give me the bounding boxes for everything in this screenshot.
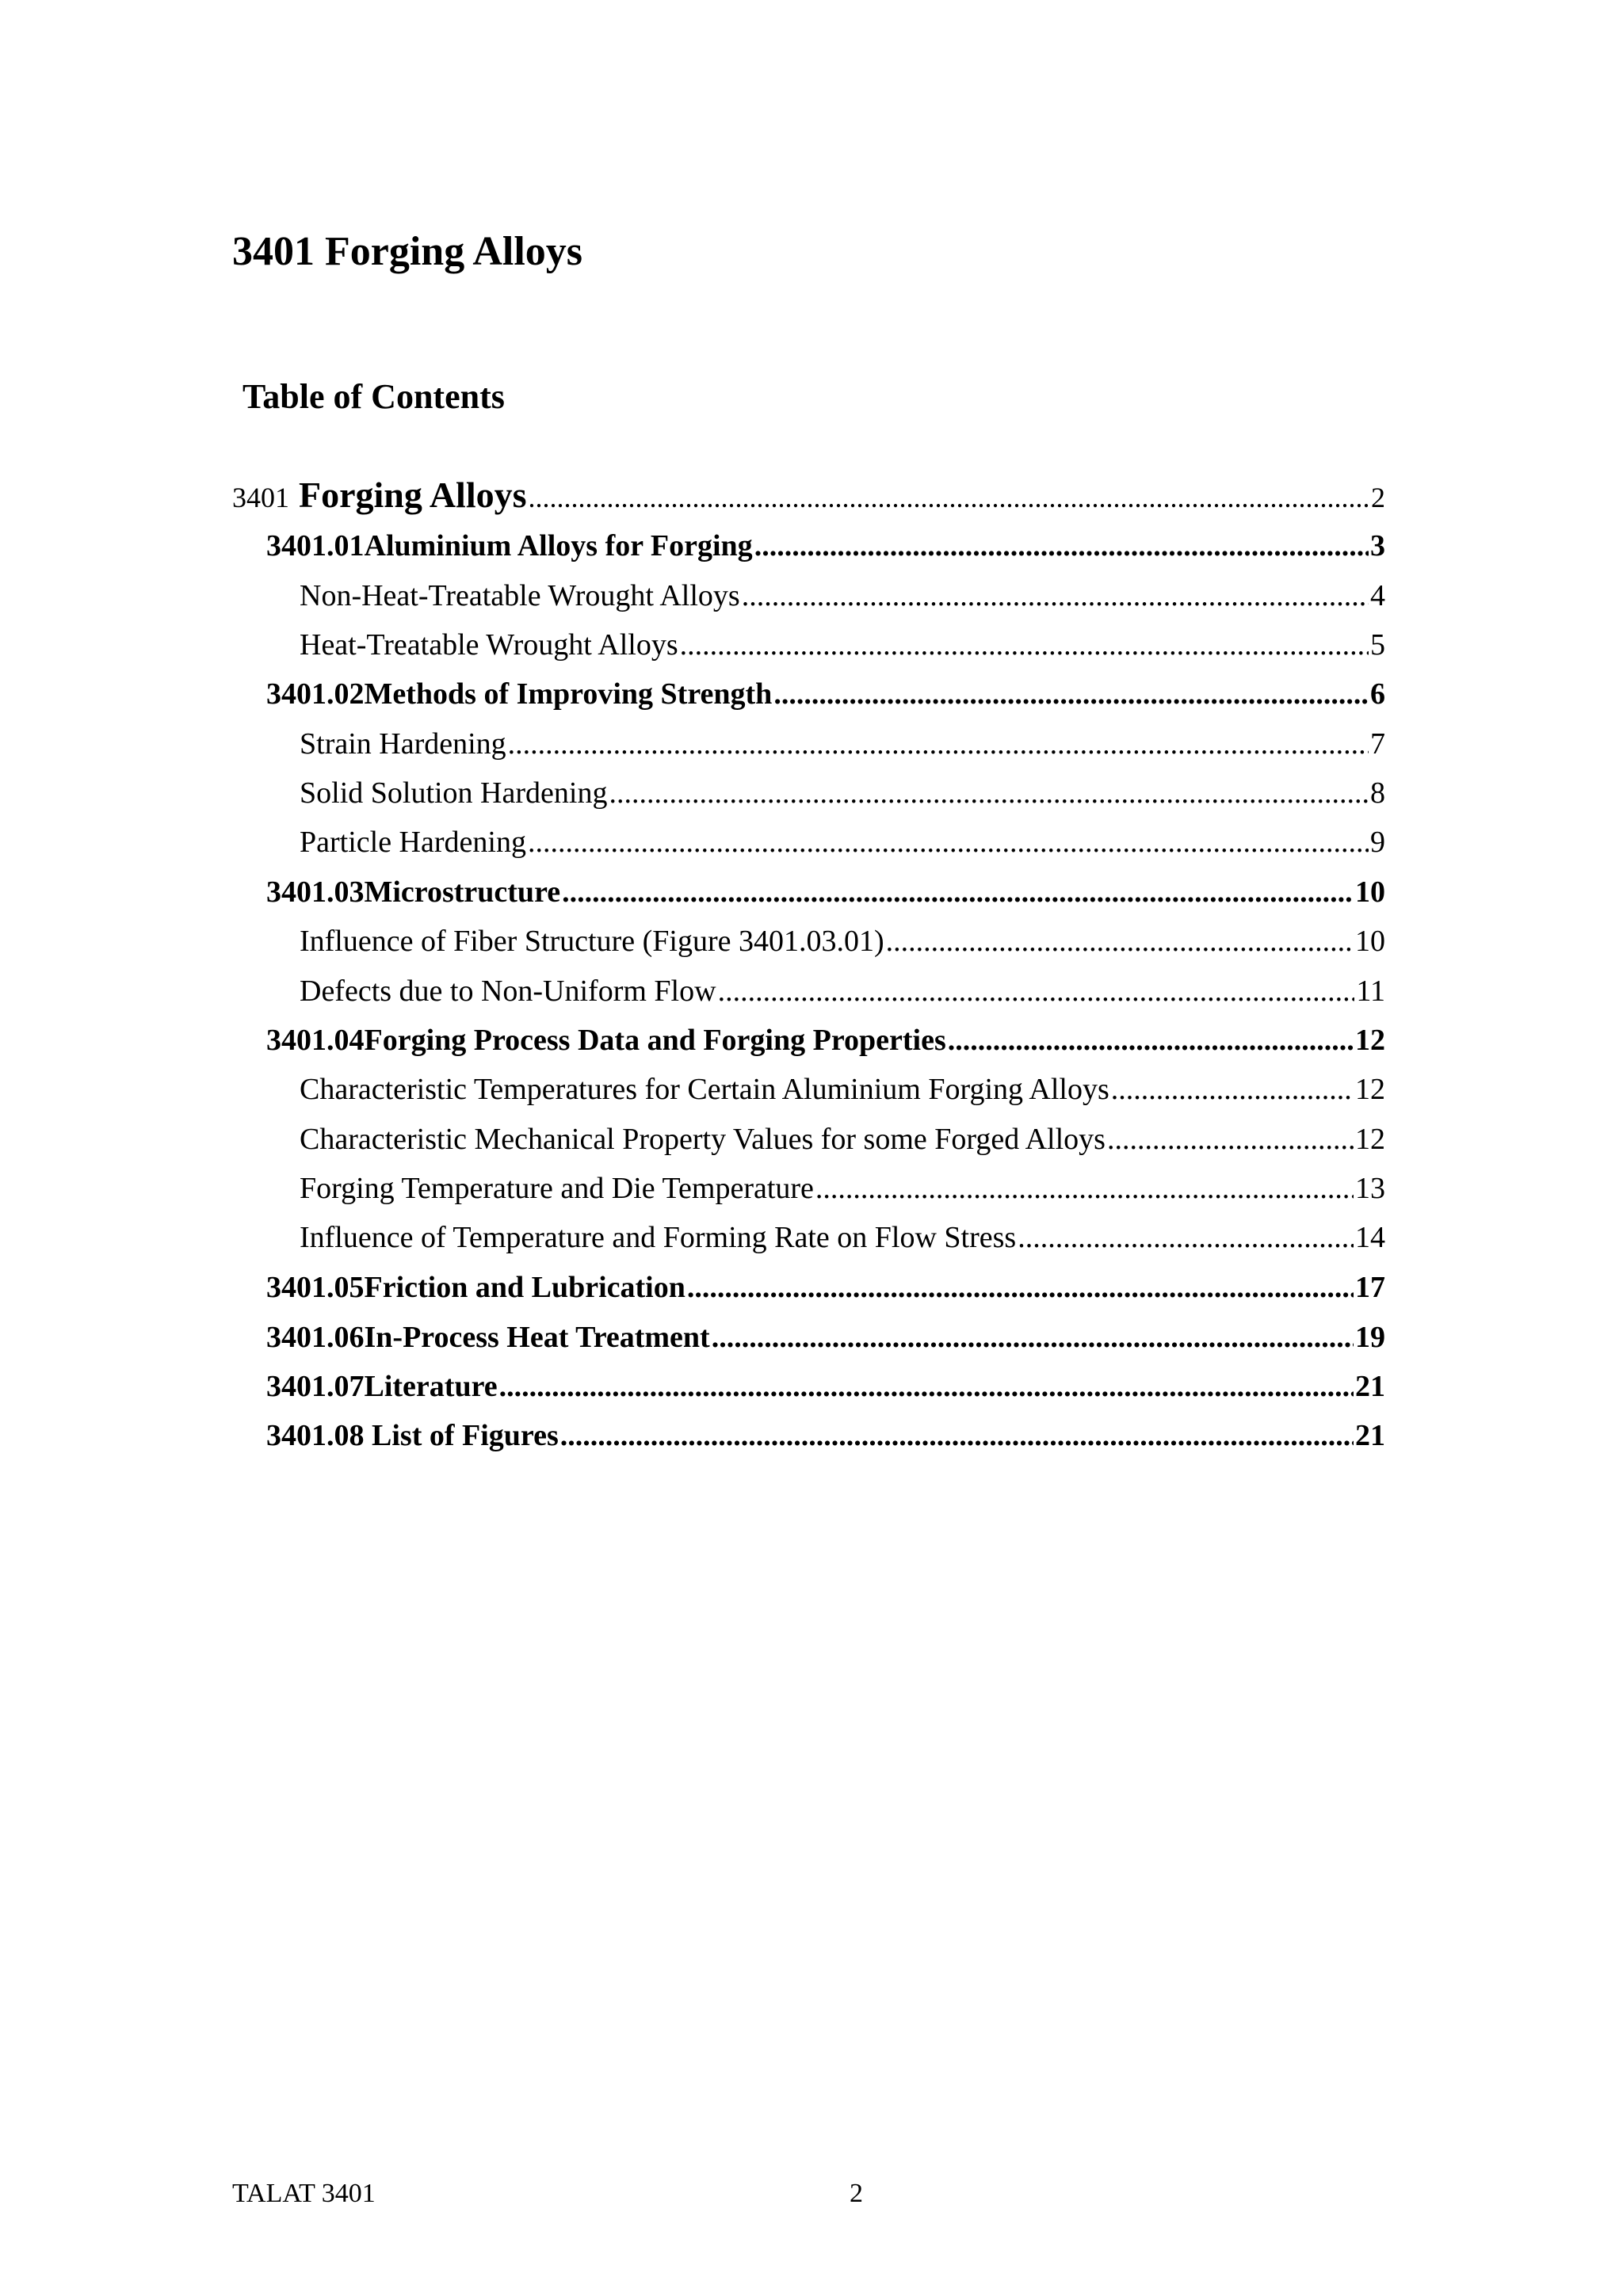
toc-entry-label: Defects due to Non-Uniform Flow xyxy=(300,974,716,1008)
toc-entry-page: 11 xyxy=(1356,974,1385,1008)
toc-entry[interactable] xyxy=(266,1320,1385,1355)
toc-leader-dots xyxy=(499,1369,1354,1404)
toc-entry[interactable] xyxy=(300,924,1385,959)
toc-heading: Table of Contents xyxy=(242,377,505,416)
footer-document-id: TALAT 3401 xyxy=(232,2179,376,2208)
toc-entry-label: In-Process Heat Treatment xyxy=(364,1321,710,1354)
toc-entry-label: Influence of Fiber Structure (Figure 3401.03.01) xyxy=(300,925,884,958)
toc-leader-dots xyxy=(886,924,1354,959)
toc-entry-number: 3401.05 xyxy=(266,1271,365,1304)
toc-entry[interactable] xyxy=(300,578,1385,613)
toc-entry-label: Solid Solution Hardening xyxy=(300,776,608,810)
toc-entry[interactable] xyxy=(300,1171,1385,1206)
toc-entry-page: 14 xyxy=(1355,1221,1385,1254)
toc-entry-label: Influence of Temperature and Forming Rate on Flow Stress xyxy=(300,1221,1017,1254)
toc-leader-dots xyxy=(773,677,1369,711)
toc-entry-number: 3401.06 xyxy=(266,1321,365,1354)
toc-entry[interactable] xyxy=(300,627,1385,662)
toc-entry-page: 12 xyxy=(1355,1024,1385,1057)
toc-entry-label: Strain Hardening xyxy=(300,727,506,761)
toc-entry-label: Literature xyxy=(364,1370,498,1403)
toc-entry-label: List of Figures xyxy=(372,1419,559,1452)
toc-entry-page: 5 xyxy=(1370,628,1385,662)
toc-entry-page: 21 xyxy=(1355,1370,1385,1403)
toc-entry-page: 13 xyxy=(1355,1172,1385,1205)
toc-leader-dots xyxy=(562,875,1354,910)
toc-leader-dots xyxy=(1111,1072,1354,1107)
toc-entry[interactable] xyxy=(266,1369,1385,1404)
toc-entry-label: Non-Heat-Treatable Wrought Alloys xyxy=(300,579,740,612)
toc-entry-label: Particle Hardening xyxy=(300,826,526,859)
toc-entry-page: 21 xyxy=(1355,1419,1385,1452)
toc-entry-label: Microstructure xyxy=(364,875,561,909)
toc-entry-label: Methods of Improving Strength xyxy=(364,677,773,711)
toc-entry[interactable] xyxy=(266,528,1385,563)
document-title: 3401 Forging Alloys xyxy=(232,229,583,274)
toc-entry[interactable] xyxy=(266,677,1385,711)
toc-entry-label: Characteristic Temperatures for Certain Aluminium Forging Alloys xyxy=(300,1073,1109,1106)
toc-entry-number: 3401.08 xyxy=(266,1419,365,1452)
toc-leader-dots xyxy=(680,627,1369,662)
toc-entry[interactable] xyxy=(300,825,1385,860)
toc-entry[interactable] xyxy=(300,974,1385,1009)
toc-entry-label: Friction and Lubrication xyxy=(364,1271,685,1304)
toc-entry-page: 10 xyxy=(1355,875,1385,909)
toc-entry-page: 12 xyxy=(1355,1123,1385,1156)
toc-leader-dots xyxy=(742,578,1369,613)
toc-entry-page: 8 xyxy=(1370,776,1385,810)
toc-entry[interactable] xyxy=(300,1220,1385,1255)
toc-entry-page: 3 xyxy=(1370,529,1385,563)
toc-entry-page: 7 xyxy=(1370,727,1385,761)
toc-entry-label: Characteristic Mechanical Property Values for some Forged Alloys xyxy=(300,1123,1106,1156)
toc-leader-dots xyxy=(508,727,1369,761)
toc-entry-page: 4 xyxy=(1370,579,1385,612)
toc-entry-page: 10 xyxy=(1355,925,1385,958)
toc-leader-dots xyxy=(687,1270,1354,1305)
toc-entry-page: 17 xyxy=(1355,1271,1385,1304)
toc-entry-label: Forging Alloys xyxy=(299,475,527,515)
toc-leader-dots xyxy=(560,1418,1354,1453)
toc-entry-page: 19 xyxy=(1355,1321,1385,1354)
toc-leader-dots xyxy=(754,528,1369,563)
toc-entry-number: 3401.03 xyxy=(266,875,365,909)
toc-leader-dots xyxy=(1018,1220,1354,1255)
toc-entry[interactable] xyxy=(266,875,1385,910)
toc-entry-label: Forging Process Data and Forging Properties xyxy=(364,1024,946,1057)
toc-entry-label: Forging Temperature and Die Temperature xyxy=(300,1172,814,1205)
toc-leader-dots xyxy=(529,481,1369,514)
toc-entry-page: 12 xyxy=(1355,1073,1385,1106)
toc-entry[interactable] xyxy=(232,474,1385,516)
toc-entry[interactable] xyxy=(266,1418,1385,1453)
toc-entry[interactable] xyxy=(300,1072,1385,1107)
toc-entry-number: 3401.04 xyxy=(266,1024,365,1057)
toc-entry-label: Heat-Treatable Wrought Alloys xyxy=(300,628,678,662)
toc-entry-page: 2 xyxy=(1371,482,1385,513)
toc-leader-dots xyxy=(1107,1122,1354,1157)
toc-entry-number: 3401.02 xyxy=(266,677,365,711)
toc-entry-number: 3401.01 xyxy=(266,529,365,563)
toc-entry-page: 6 xyxy=(1370,677,1385,711)
toc-leader-dots xyxy=(609,776,1369,810)
toc-leader-dots xyxy=(712,1320,1354,1355)
toc-entry[interactable] xyxy=(300,727,1385,761)
toc-leader-dots xyxy=(528,825,1369,860)
toc-entry-number: 3401.07 xyxy=(266,1370,365,1403)
toc-leader-dots xyxy=(718,974,1355,1009)
toc-leader-dots xyxy=(815,1171,1354,1206)
toc-entry[interactable] xyxy=(266,1023,1385,1058)
toc-entry-label-combined xyxy=(266,1418,559,1453)
toc-entry[interactable] xyxy=(300,1122,1385,1157)
toc-entry-number: 3401 xyxy=(232,482,289,513)
footer-page-number: 2 xyxy=(850,2179,863,2208)
toc-entry-label: Aluminium Alloys for Forging xyxy=(364,529,753,563)
toc-entry-page: 9 xyxy=(1370,826,1385,859)
toc-leader-dots xyxy=(948,1023,1354,1058)
toc-entry[interactable] xyxy=(300,776,1385,810)
toc-entry[interactable] xyxy=(266,1270,1385,1305)
